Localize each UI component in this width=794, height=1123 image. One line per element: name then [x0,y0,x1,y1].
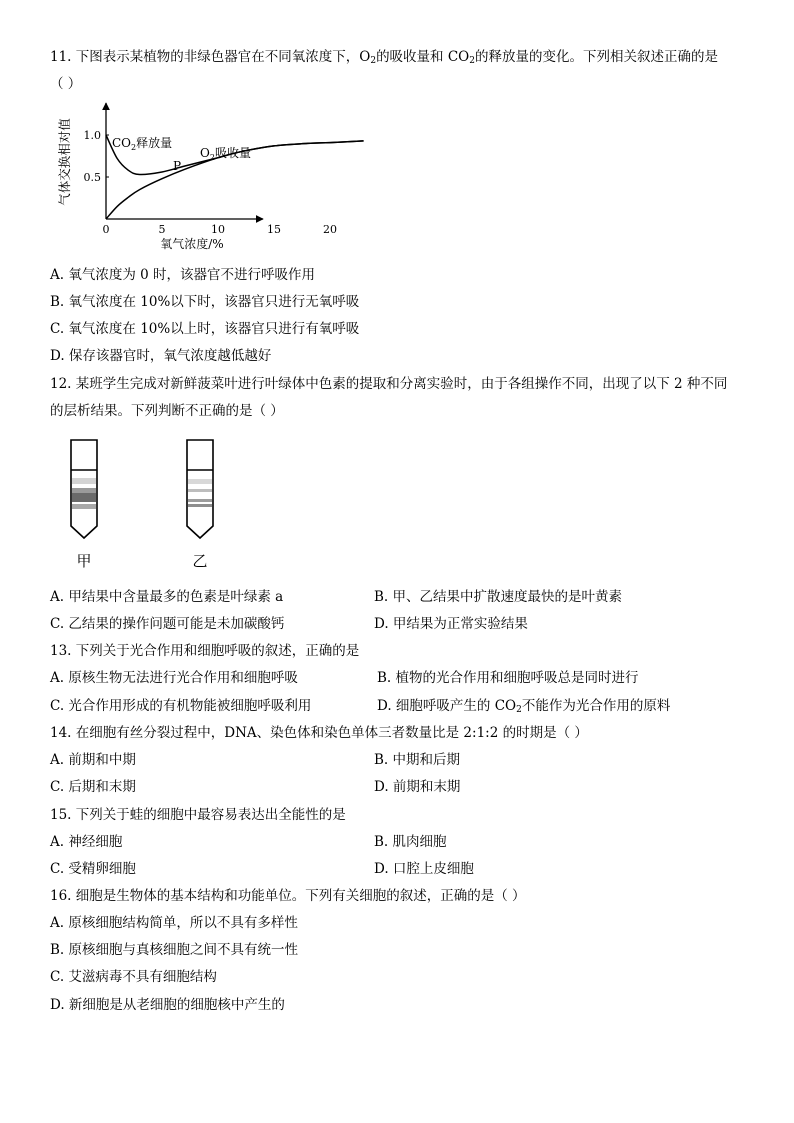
x-tick-label: 0 [102,223,110,236]
q15-option-a[interactable]: A. 神经细胞 [50,834,123,850]
q11-option-b[interactable]: B. 氧气浓度在 10%以下时，该器官只进行无氧呼吸 [50,294,360,310]
y-tick-label: 0.5 [83,171,101,184]
q16-option-d[interactable]: D. 新细胞是从老细胞的细胞核中产生的 [50,997,285,1013]
q14-option-b[interactable]: B. 中期和后期 [374,752,461,768]
q14-option-d[interactable]: D. 前期和末期 [374,779,461,795]
q14-stem: 14. 在细胞有丝分裂过程中，DNA、染色体和染色单体三者数量比是 2:1:2 的时期是（ ） [50,725,588,741]
q11-option-d[interactable]: D. 保存该器官时，氧气浓度越低越好 [50,348,272,364]
pigment-band [188,499,212,502]
q11-option-a[interactable]: A. 氧气浓度为 0 时，该器官不进行呼吸作用 [50,267,316,283]
q13-stem: 13. 下列关于光合作用和细胞呼吸的叙述，正确的是 [50,643,360,659]
q13-option-c[interactable]: C. 光合作用形成的有机物能被细胞呼吸利用 [50,698,312,714]
q13-option-a[interactable]: A. 原核生物无法进行光合作用和细胞呼吸 [50,670,298,686]
q12-stem: 12. 某班学生完成对新鲜菠菜叶进行叶绿体中色素的提取和分离实验时，由于各组操作不同，出现了以下 2 种不同 [50,376,728,392]
x-tick-label: 20 [323,223,337,236]
q12-option-d[interactable]: D. 甲结果为正常实验结果 [374,616,528,632]
pigment-band [72,493,96,502]
q11-stem: 11. 下图表示某植物的非绿色器官在不同氧浓度下，$O_2$的吸收量和 $CO_2$的释放量的变化。下列相关叙述正确的是 [50,49,718,66]
q15-stem: 15. 下列关于蛙的细胞中最容易表达出全能性的是 [50,807,346,823]
o2-series-label: $O_2$吸收量 [200,146,251,162]
x-tick-label: 5 [158,223,166,236]
point-p-label: P [173,159,182,173]
y-tick-label: 1.0 [83,129,101,142]
q14-option-c[interactable]: C. 后期和末期 [50,779,136,795]
pigment-band [72,504,96,509]
q12-stem-cont: 的层析结果。下列判断不正确的是（ ） [50,403,284,419]
q15-option-b[interactable]: B. 肌肉细胞 [374,834,447,850]
q11-option-c[interactable]: C. 氧气浓度在 10%以上时，该器官只进行有氧呼吸 [50,321,360,337]
q14-option-a[interactable]: A. 前期和中期 [50,752,136,768]
q13-option-b[interactable]: B. 植物的光合作用和细胞呼吸总是同时进行 [377,670,639,686]
pigment-band [188,479,212,484]
q11-answer-paren: （ ） [50,76,82,92]
co2-series-label: $CO_2$释放量 [112,136,173,152]
x-tick-label: 10 [211,223,225,236]
q16-option-c[interactable]: C. 艾滋病毒不具有细胞结构 [50,969,217,985]
pigment-band [72,478,96,484]
q15-option-d[interactable]: D. 口腔上皮细胞 [374,861,474,877]
q16-option-a[interactable]: A. 原核细胞结构简单，所以不具有多样性 [50,915,298,931]
x-tick-label: 15 [267,223,281,236]
tube-label: 乙 [192,552,208,570]
q12-option-c[interactable]: C. 乙结果的操作问题可能是未加碳酸钙 [50,616,285,632]
gas-exchange-chart [55,100,337,260]
pigment-band [188,504,212,507]
q16-option-b[interactable]: B. 原核细胞与真核细胞之间不具有统一性 [50,942,299,958]
chromatography-tube-yi [184,438,216,570]
q16-stem: 16. 细胞是生物体的基本结构和功能单位。下列有关细胞的叙述，正确的是（ ） [50,888,526,904]
q15-option-c[interactable]: C. 受精卵细胞 [50,861,136,877]
pigment-band [72,488,96,493]
pigment-band [188,489,212,492]
chromatography-tube-jia [68,438,100,570]
x-axis-label: 氧气浓度/% [160,237,224,251]
q13-option-d[interactable]: D. 细胞呼吸产生的 $CO_2$不能作为光合作用的原料 [377,698,671,715]
q12-option-b[interactable]: B. 甲、乙结果中扩散速度最快的是叶黄素 [374,589,623,605]
tube-label: 甲 [76,552,92,570]
q12-option-a[interactable]: A. 甲结果中含量最多的色素是叶绿素 a [50,589,284,605]
y-axis-label: 气体交换相对值 [57,118,72,206]
